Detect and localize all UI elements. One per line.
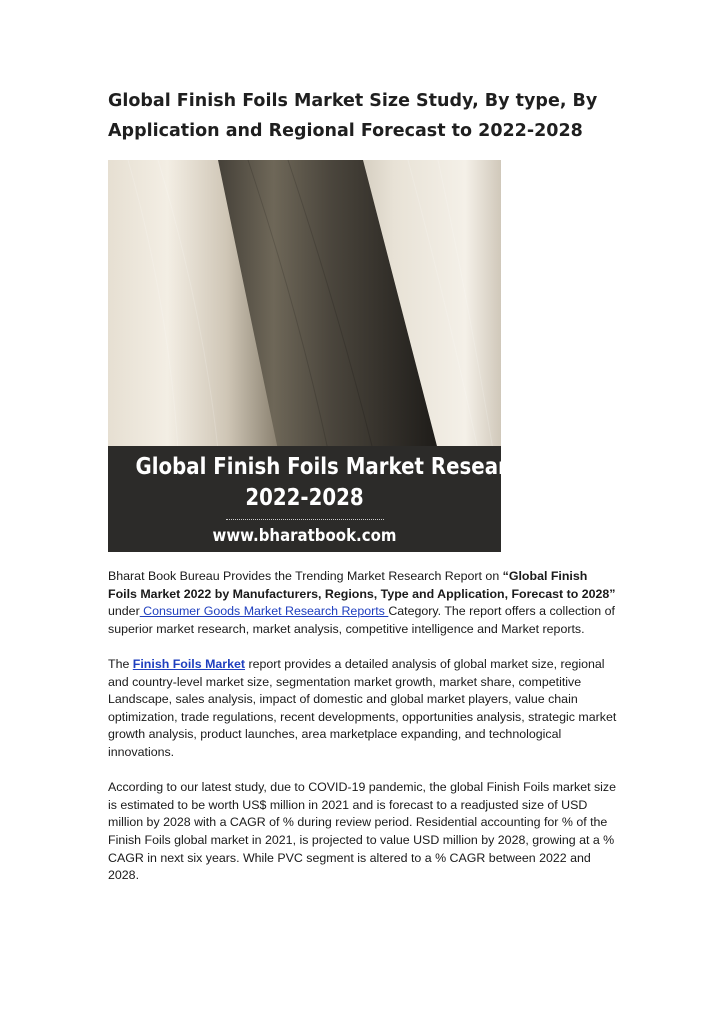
intro-text: Bharat Book Bureau Provides the Trending Market Research Report on xyxy=(108,569,503,583)
report-title: Global Finish Foils Market Size Study, By type, By Application and Regional Forecast to 2022-2028 xyxy=(108,91,598,141)
consumer-goods-reports-link[interactable]: Consumer Goods Market Research Reports xyxy=(139,604,389,619)
banner-caption xyxy=(108,446,617,552)
analysis-lead: The xyxy=(108,656,133,671)
intro-rest: Category. The report offers a collection of superior market research, market analysis, competitive intelligence and Market reports. xyxy=(108,604,615,636)
covid-paragraph: According to our latest study, due to COVID-19 pandemic, the global Finish Foils market size is estimated to be worth US$ million in 2021 and is forecast to a readjusted size of USD million by 2028 with a CAGR of % during review period. Residential accounting for % of the Finish Foils global market in 2021, is projected to value USD million by 2028, growing at a % CAGR in next six years. While PVC segment is altered to a % CAGR between 2022 and 2028. xyxy=(108,780,617,883)
report-body xyxy=(108,568,618,902)
document-page xyxy=(108,86,618,883)
report-name-bold: “Global Finish Foils Market 2022 by Manufacturers, Regions, Type and Application, Forecast to 2028” xyxy=(108,569,616,601)
finish-foils-market-link-text: Finish Foils Market xyxy=(132,656,246,671)
banner-years: 2022-2028 xyxy=(245,485,364,511)
finish-foil-rolls-image xyxy=(108,160,501,450)
report-banner-image xyxy=(108,160,617,552)
intro-paragraph xyxy=(108,568,618,638)
banner-heading: Global Finish Foils Market Research Report xyxy=(135,454,617,480)
banner-dotted-divider xyxy=(226,519,384,520)
analysis-text: report provides a detailed analysis of global market size, regional and country-level market size, segmentation market growth, market share, competitive Landscape, sales analysis, impact of domestic and global market players, value chain optimization, trade regulations, recent developments, opportunities analysis, strategic market growth analysis, product launches, area marketplace expanding, and technological innovations. xyxy=(108,656,617,759)
banner-url: www.bharatbook.com xyxy=(212,526,397,546)
finish-foils-market-link[interactable] xyxy=(133,657,245,671)
analysis-paragraph xyxy=(108,656,618,762)
intro-under: under xyxy=(108,604,140,619)
